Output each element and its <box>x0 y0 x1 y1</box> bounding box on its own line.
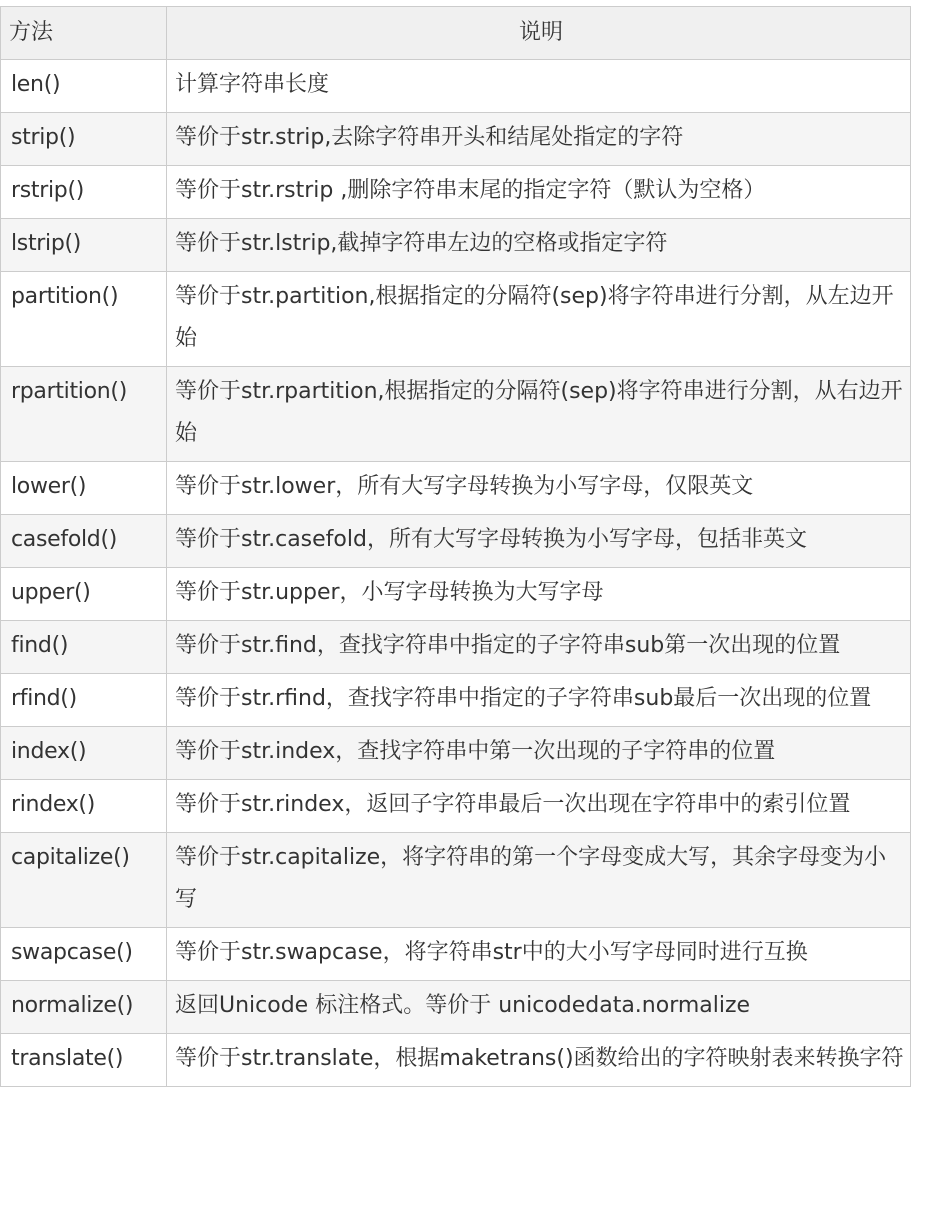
description-cell: 等价于str.upper，小写字母转换为大写字母 <box>167 568 911 621</box>
table-row <box>1 727 911 780</box>
description-cell: 等价于str.rstrip ,删除字符串末尾的指定字符（默认为空格） <box>167 166 911 219</box>
description-column-header: 说明 <box>167 7 911 60</box>
table-header-row <box>1 7 911 60</box>
string-methods-table-wrapper <box>0 6 910 1087</box>
description-cell: 等价于str.swapcase，将字符串str中的大小写字母同时进行互换 <box>167 928 911 981</box>
table-row <box>1 568 911 621</box>
description-cell: 等价于str.partition,根据指定的分隔符(sep)将字符串进行分割，从左边开始 <box>167 272 911 367</box>
table-row <box>1 219 911 272</box>
table-row <box>1 272 911 367</box>
method-cell: find() <box>1 621 167 674</box>
description-cell: 等价于str.rfind，查找字符串中指定的子字符串sub最后一次出现的位置 <box>167 674 911 727</box>
table-row <box>1 367 911 462</box>
table-row <box>1 60 911 113</box>
table-row <box>1 113 911 166</box>
table-row <box>1 515 911 568</box>
description-cell: 等价于str.find，查找字符串中指定的子字符串sub第一次出现的位置 <box>167 621 911 674</box>
table-row <box>1 833 911 928</box>
method-cell: rindex() <box>1 780 167 833</box>
description-cell: 等价于str.casefold，所有大写字母转换为小写字母，包括非英文 <box>167 515 911 568</box>
description-cell: 等价于str.lower，所有大写字母转换为小写字母，仅限英文 <box>167 462 911 515</box>
string-methods-table <box>0 6 911 1087</box>
method-cell: len() <box>1 60 167 113</box>
method-cell: rfind() <box>1 674 167 727</box>
description-cell: 等价于str.index，查找字符串中第一次出现的子字符串的位置 <box>167 727 911 780</box>
description-cell: 计算字符串长度 <box>167 60 911 113</box>
table-row <box>1 621 911 674</box>
method-column-header: 方法 <box>1 7 167 60</box>
description-cell: 等价于str.rpartition,根据指定的分隔符(sep)将字符串进行分割，从右边开始 <box>167 367 911 462</box>
method-cell: capitalize() <box>1 833 167 928</box>
table-row <box>1 166 911 219</box>
table-row <box>1 780 911 833</box>
table-row <box>1 674 911 727</box>
description-cell: 等价于str.lstrip,截掉字符串左边的空格或指定字符 <box>167 219 911 272</box>
table-row <box>1 1034 911 1087</box>
method-cell: lower() <box>1 462 167 515</box>
table-row <box>1 928 911 981</box>
method-cell: lstrip() <box>1 219 167 272</box>
method-cell: normalize() <box>1 981 167 1034</box>
table-row <box>1 981 911 1034</box>
description-cell: 返回Unicode 标注格式。等价于 unicodedata.normalize <box>167 981 911 1034</box>
description-cell: 等价于str.rindex，返回子字符串最后一次出现在字符串中的索引位置 <box>167 780 911 833</box>
method-cell: swapcase() <box>1 928 167 981</box>
table-row <box>1 462 911 515</box>
method-cell: rpartition() <box>1 367 167 462</box>
method-cell: rstrip() <box>1 166 167 219</box>
method-cell: upper() <box>1 568 167 621</box>
description-cell: 等价于str.translate，根据maketrans()函数给出的字符映射表来转换字符 <box>167 1034 911 1087</box>
method-cell: index() <box>1 727 167 780</box>
method-cell: casefold() <box>1 515 167 568</box>
method-cell: partition() <box>1 272 167 367</box>
description-cell: 等价于str.capitalize，将字符串的第一个字母变成大写，其余字母变为小写 <box>167 833 911 928</box>
method-cell: translate() <box>1 1034 167 1087</box>
description-cell: 等价于str.strip,去除字符串开头和结尾处指定的字符 <box>167 113 911 166</box>
method-cell: strip() <box>1 113 167 166</box>
